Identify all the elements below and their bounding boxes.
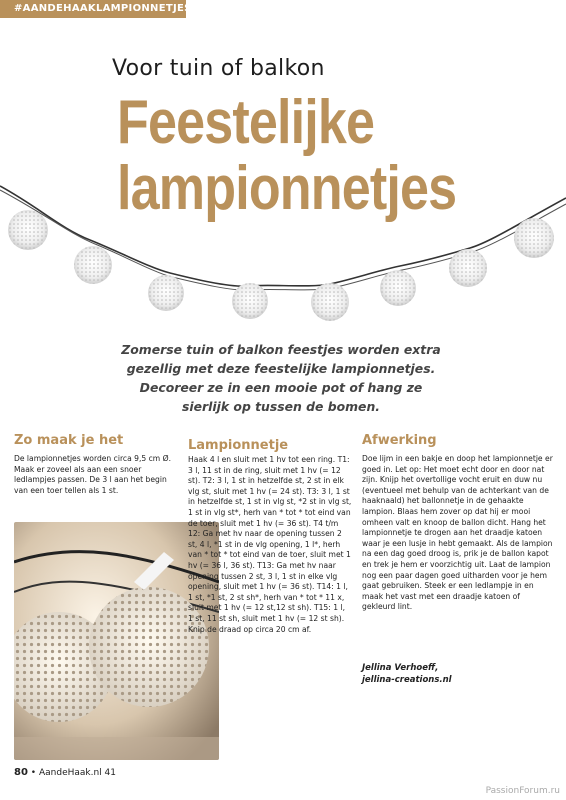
author-name: Jellina Verhoeff,: [362, 663, 439, 673]
page-number: 80: [14, 767, 28, 778]
finishing-paragraph: Doe lijm in een bakje en doop het lampionnetje er goed in. Let op: Het moet echt door en door nat zijn. Knijp het overtollige vocht eruit en duw nu (eventueel met behulp van de achterkant van de haaknaald) het ballonnetje in de gehaakte lampion. Blaas hem zover op dat hij er mooi omheen valt en knoop de ballon dicht. Hang het lampionnetje te drogen aan het draadje katoen waar je een lusje in hebt gemaakt. Als de lampion na een dag goed droog is, prik je de ballon kapot en trek je hem er voorzichtig uit. Laat de lampion nog een paar dagen goed uitharden voor je hem gaat gebruiken. Steek er een ledlampje in en maak het vast met een draadje katoen of gekleurd lint.: [362, 454, 553, 612]
title-line-1: Feestelijke: [117, 88, 375, 157]
title-line-2: lampionnetjes: [117, 154, 457, 223]
lantern: [449, 249, 487, 287]
author-signature: [362, 662, 452, 686]
lantern: [74, 246, 112, 284]
lantern: [8, 210, 48, 250]
lantern: [148, 275, 184, 311]
lead-paragraph: Zomerse tuin of balkon feestjes worden extra gezellig met deze feestelijke lampionnetjes. Decoreer ze in een mooie pot of hang ze sierlijk op tussen de bomen.: [121, 342, 441, 414]
lantern: [380, 270, 416, 306]
author-website: jellina-creations.nl: [362, 675, 452, 685]
lantern-garland-image: [0, 178, 566, 340]
kicker: Voor tuin of balkon: [112, 56, 325, 81]
footer-bullet: •: [30, 768, 37, 778]
lantern: [514, 218, 554, 258]
heading-instructions: Zo maak je het: [14, 433, 124, 448]
intro-paragraph: De lampionnetjes worden circa 9,5 cm Ø. Maak er zoveel als aan een snoer ledlampjes passen. De 3 l aan het begin van een toer tellen als 1 st.: [14, 454, 172, 495]
page-footer: [14, 767, 116, 778]
lantern: [232, 283, 268, 319]
publication-name: AandeHaak.nl 41: [38, 768, 116, 778]
category-tag: #AANDEHAAKLAMPIONNETJES: [0, 0, 186, 18]
lantern: [311, 283, 349, 321]
lantern-pattern-text: [188, 455, 352, 635]
intro-text: [14, 454, 174, 496]
heading-lantern: Lampionnetje: [188, 438, 289, 453]
watermark: PassionForum.ru: [485, 786, 560, 796]
lantern-pattern-paragraph: Haak 4 l en sluit met 1 hv tot een ring. T1: 3 l, 11 st in de ring, sluit met 1 hv (= 12 st). T2: 3 l, 1 st in hetzelfde st, 2 st in elk vlg st, sluit met 1 hv (= 24 st). T3: 3 l, 1 st in hetzelfde st, 1 st in vlg st, *2 st in vlg st, 1 st in vlg st*, herh van * tot * tot eind van de toer, sluit met 1 hv (= 36 st). T4 t/m 12: Ga met hv naar de opening tussen 2 st, 4 l, *1 st in de vlg opening, 1 l*, herh van * tot * tot eind van de toer, sluit met 1 hv (= 36 l, 36 st). T13: Ga met hv naar opening tussen 2 st, 3 l, 1 st in elke vlg opening, sluit met 1 hv (= 36 st). T14: 1 l, 1 st, *1 st, 2 st sh*, herh van * tot * 11 x, sluit met 1 hv (= 12 st,12 st sh). T15: 1 l, 1 st, 11 st sh, sluit met 1 hv (= 12 st sh). Knip de draad op circa 20 cm af.: [188, 455, 352, 634]
finishing-text: [362, 454, 554, 613]
heading-finishing: Afwerking: [362, 433, 437, 448]
